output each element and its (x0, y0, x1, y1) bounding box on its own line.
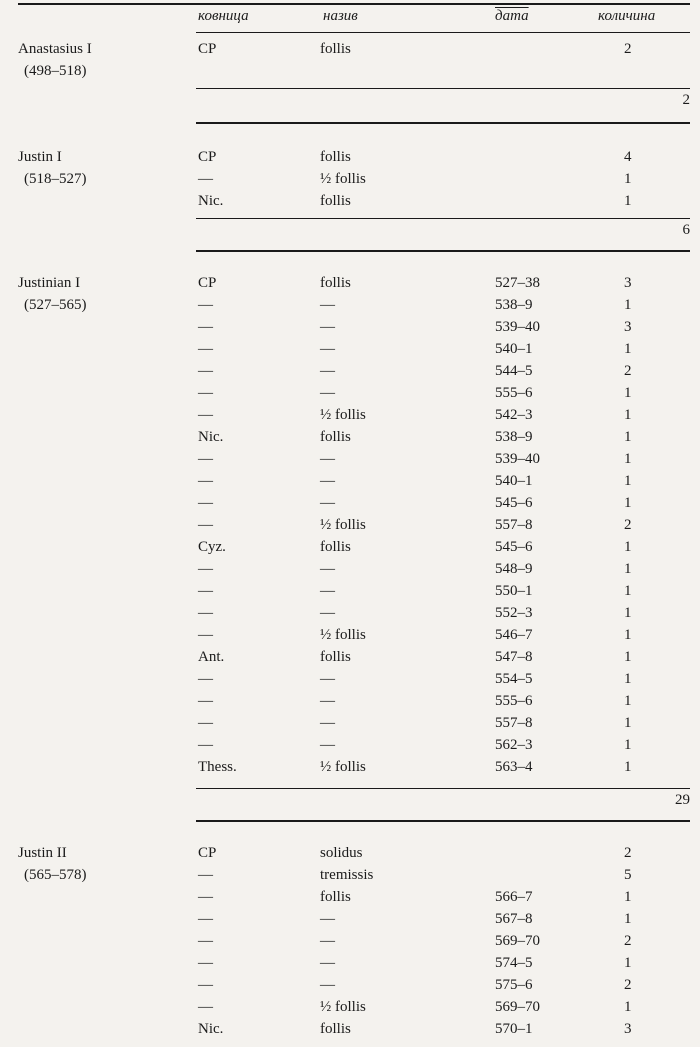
quantity-cell: 2 (624, 363, 632, 379)
table-row (0, 38, 700, 60)
mint-cell: CP (198, 149, 217, 165)
mint-cell: — (198, 911, 213, 927)
ruler-reign: (518–527) (24, 171, 87, 187)
quantity-cell: 5 (624, 867, 632, 883)
table-row (0, 842, 700, 864)
table-row (0, 404, 700, 426)
quantity-cell: 1 (624, 737, 632, 753)
table-row (0, 382, 700, 404)
denomination-cell: — (320, 671, 335, 687)
quantity-cell: 3 (624, 1021, 632, 1037)
denomination-cell: — (320, 955, 335, 971)
date-cell: 563–4 (495, 759, 533, 775)
date-cell: 542–3 (495, 407, 533, 423)
quantity-cell: 1 (624, 407, 632, 423)
table-row (0, 272, 700, 294)
date-cell: 552–3 (495, 605, 533, 621)
table-row (0, 1018, 700, 1040)
date-cell: 554–5 (495, 671, 533, 687)
quantity-cell: 1 (624, 561, 632, 577)
table-row (0, 338, 700, 360)
mint-cell: CP (198, 845, 217, 861)
quantity-cell: 1 (624, 715, 632, 731)
denomination-cell: — (320, 605, 335, 621)
quantity-cell: 1 (624, 627, 632, 643)
table-row (0, 668, 700, 690)
quantity-cell: 2 (624, 845, 632, 861)
table-row (0, 580, 700, 602)
denomination-cell: follis (320, 149, 351, 165)
table-row (0, 864, 700, 886)
date-cell: 545–6 (495, 495, 533, 511)
denomination-cell: — (320, 561, 335, 577)
quantity-cell: 1 (624, 495, 632, 511)
mint-cell: — (198, 867, 213, 883)
date-cell: 569–70 (495, 999, 540, 1015)
quantity-cell: 2 (624, 977, 632, 993)
denomination-cell: tremissis (320, 867, 374, 883)
section-rule (196, 820, 690, 822)
quantity-cell: 1 (624, 341, 632, 357)
date-cell: 538–9 (495, 429, 533, 445)
denomination-cell: ½ follis (320, 999, 366, 1015)
table-row (0, 514, 700, 536)
date-cell: 544–5 (495, 363, 533, 379)
quantity-cell: 1 (624, 171, 632, 187)
header-rule (196, 32, 690, 33)
mint-cell: — (198, 933, 213, 949)
quantity-cell: 1 (624, 583, 632, 599)
denomination-cell: — (320, 297, 335, 313)
denomination-cell: — (320, 473, 335, 489)
denomination-cell: follis (320, 649, 351, 665)
mint-cell: — (198, 671, 213, 687)
section-total: 29 (675, 792, 690, 808)
ruler-reign: (498–518) (24, 63, 87, 79)
subtotal-rule (196, 88, 690, 89)
denomination-cell: follis (320, 1021, 351, 1037)
denomination-cell: ½ follis (320, 171, 366, 187)
quantity-cell: 1 (624, 385, 632, 401)
quantity-cell: 1 (624, 429, 632, 445)
table-row (0, 448, 700, 470)
denomination-cell: follis (320, 193, 351, 209)
quantity-cell: 1 (624, 473, 632, 489)
denomination-cell: — (320, 451, 335, 467)
mint-cell: — (198, 407, 213, 423)
table-row (0, 886, 700, 908)
mint-cell: — (198, 583, 213, 599)
denomination-cell: follis (320, 889, 351, 905)
table-row (0, 492, 700, 514)
ruler-name: Justin I (18, 149, 62, 165)
date-cell: 555–6 (495, 693, 533, 709)
table-row (0, 756, 700, 778)
date-cell: 539–40 (495, 451, 540, 467)
denomination-cell: — (320, 583, 335, 599)
table-row (0, 734, 700, 756)
table-row (0, 558, 700, 580)
table-row (0, 646, 700, 668)
denomination-cell: ½ follis (320, 759, 366, 775)
date-cell: 546–7 (495, 627, 533, 643)
date-cell: 557–8 (495, 715, 533, 731)
mint-cell: Nic. (198, 429, 224, 445)
date-cell: 539–40 (495, 319, 540, 335)
mint-cell: — (198, 999, 213, 1015)
date-cell: 570–1 (495, 1021, 533, 1037)
mint-cell: Thess. (198, 759, 237, 775)
mint-cell: CP (198, 275, 217, 291)
mint-cell: — (198, 693, 213, 709)
date-cell: 574–5 (495, 955, 533, 971)
table-row (0, 294, 700, 316)
date-cell: 538–9 (495, 297, 533, 313)
denomination-cell: — (320, 933, 335, 949)
subtotal-rule (196, 788, 690, 789)
denomination-cell: follis (320, 41, 351, 57)
mint-cell: — (198, 605, 213, 621)
quantity-cell: 1 (624, 889, 632, 905)
section-total: 6 (682, 222, 690, 238)
quantity-cell: 1 (624, 955, 632, 971)
denomination-cell: solidus (320, 845, 363, 861)
header-mint: ковница (198, 8, 249, 24)
ruler-reign: (527–565) (24, 297, 87, 313)
date-cell: 562–3 (495, 737, 533, 753)
table-row (0, 426, 700, 448)
quantity-cell: 4 (624, 149, 632, 165)
denomination-cell: — (320, 911, 335, 927)
ruler-name: Anastasius I (18, 41, 92, 57)
date-cell: 540–1 (495, 473, 533, 489)
mint-cell: Nic. (198, 1021, 224, 1037)
table-row (0, 908, 700, 930)
quantity-cell: 1 (624, 999, 632, 1015)
date-cell: 548–9 (495, 561, 533, 577)
quantity-cell: 1 (624, 759, 632, 775)
date-cell: 569–70 (495, 933, 540, 949)
quantity-cell: 1 (624, 605, 632, 621)
table-row (0, 624, 700, 646)
mint-cell: — (198, 341, 213, 357)
denomination-cell: — (320, 737, 335, 753)
mint-cell: — (198, 495, 213, 511)
quantity-cell: 1 (624, 297, 632, 313)
mint-cell: — (198, 889, 213, 905)
section-rule (196, 250, 690, 252)
table-row (0, 690, 700, 712)
table-row (0, 974, 700, 996)
mint-cell: — (198, 627, 213, 643)
denomination-cell: follis (320, 539, 351, 555)
subtotal-rule (196, 218, 690, 219)
denomination-cell: — (320, 319, 335, 335)
date-cell: 540–1 (495, 341, 533, 357)
table-row (0, 360, 700, 382)
table-row (0, 316, 700, 338)
mint-cell: Cyz. (198, 539, 226, 555)
mint-cell: — (198, 473, 213, 489)
denomination-cell: — (320, 385, 335, 401)
table-row (0, 470, 700, 492)
header-date: дата (495, 8, 529, 24)
quantity-cell: 2 (624, 933, 632, 949)
mint-cell: — (198, 955, 213, 971)
quantity-cell: 1 (624, 451, 632, 467)
quantity-cell: 1 (624, 693, 632, 709)
mint-cell: — (198, 451, 213, 467)
mint-cell: — (198, 171, 213, 187)
mint-cell: Ant. (198, 649, 225, 665)
mint-cell: — (198, 363, 213, 379)
quantity-cell: 3 (624, 319, 632, 335)
date-cell: 566–7 (495, 889, 533, 905)
quantity-cell: 1 (624, 539, 632, 555)
quantity-cell: 3 (624, 275, 632, 291)
table-row (0, 712, 700, 734)
mint-cell: — (198, 561, 213, 577)
mint-cell: — (198, 737, 213, 753)
ruler-reign: (565–578) (24, 867, 87, 883)
section-rule (196, 122, 690, 124)
header-denomination: назив (323, 8, 358, 24)
date-cell: 547–8 (495, 649, 533, 665)
quantity-cell: 1 (624, 193, 632, 209)
mint-cell: CP (198, 41, 217, 57)
denomination-cell: — (320, 495, 335, 511)
date-cell: 567–8 (495, 911, 533, 927)
mint-cell: — (198, 385, 213, 401)
denomination-cell: ½ follis (320, 407, 366, 423)
mint-cell: — (198, 715, 213, 731)
table-row (0, 168, 700, 190)
mint-cell: Nic. (198, 193, 224, 209)
header-quantity: количина (598, 8, 656, 24)
denomination-cell: — (320, 977, 335, 993)
quantity-cell: 1 (624, 649, 632, 665)
denomination-cell: ½ follis (320, 517, 366, 533)
section-total: 2 (682, 92, 690, 108)
table-row (0, 146, 700, 168)
table-row (0, 996, 700, 1018)
denomination-cell: — (320, 693, 335, 709)
mint-cell: — (198, 319, 213, 335)
table-row (0, 930, 700, 952)
denomination-cell: — (320, 341, 335, 357)
denomination-cell: ½ follis (320, 627, 366, 643)
date-cell: 550–1 (495, 583, 533, 599)
date-cell: 557–8 (495, 517, 533, 533)
ruler-name: Justinian I (18, 275, 81, 291)
table-row (0, 190, 700, 212)
table-row (0, 602, 700, 624)
date-cell: 527–38 (495, 275, 540, 291)
table-row (0, 952, 700, 974)
denomination-cell: — (320, 363, 335, 379)
denomination-cell: follis (320, 275, 351, 291)
table-row (0, 536, 700, 558)
date-cell: 545–6 (495, 539, 533, 555)
quantity-cell: 1 (624, 671, 632, 687)
top-rule (18, 3, 690, 5)
date-cell: 575–6 (495, 977, 533, 993)
denomination-cell: — (320, 715, 335, 731)
mint-cell: — (198, 977, 213, 993)
denomination-cell: follis (320, 429, 351, 445)
mint-cell: — (198, 517, 213, 533)
mint-cell: — (198, 297, 213, 313)
ruler-name: Justin II (18, 845, 67, 861)
quantity-cell: 1 (624, 911, 632, 927)
quantity-cell: 2 (624, 41, 632, 57)
date-cell: 555–6 (495, 385, 533, 401)
quantity-cell: 2 (624, 517, 632, 533)
